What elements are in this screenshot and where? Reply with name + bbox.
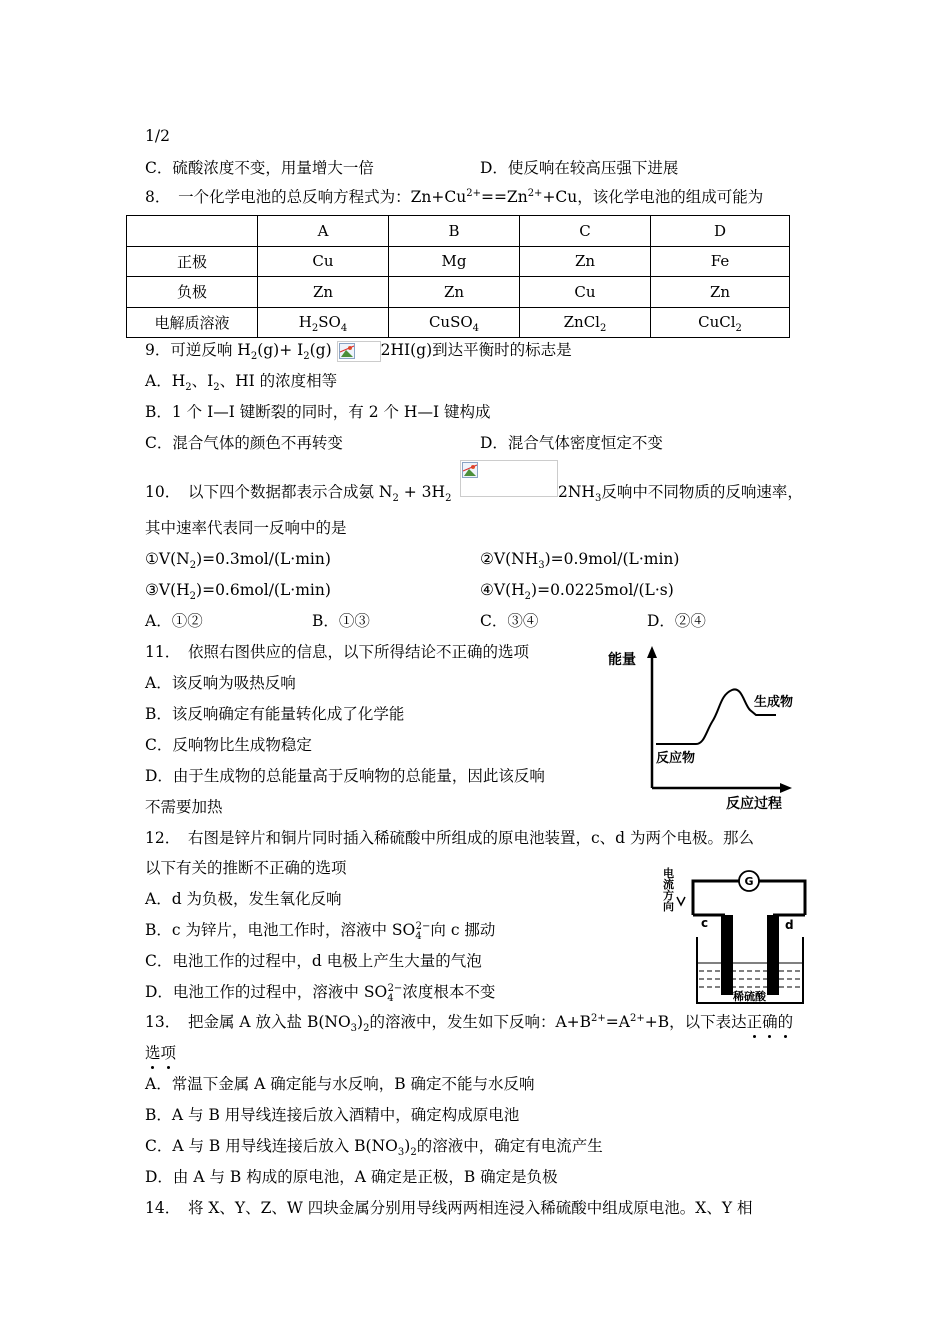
q11-stem: 11． 依照右图供应的信息，以下所得结论不正确的选项 [145,643,529,661]
table-header-cell: C [520,216,651,247]
page-number: 1/2 [145,127,170,145]
table-cell: ZnCl$_2$ [520,307,651,338]
q10-option-c: C．③④ [480,612,539,630]
q11-option-b: B．该反响确定有能量转化成了化学能 [145,705,405,723]
electrode-c-label: c [701,916,709,930]
electrode-d [767,915,779,995]
table-cell: Mg [389,246,520,277]
q13-stem: 13． 把金属 A 放入盐 $B(NO_3)_2$的溶液中，发生如下反响：$A+B^{2+}=A^{2+}+B$，以下表达正确的 [145,1012,793,1032]
table-cell: Fe [651,246,790,277]
table-header-cell: A [258,216,389,247]
table-cell: Zn [520,246,651,277]
table-header-cell: B [389,216,520,247]
y-axis-label: 能量 [608,652,636,668]
table-row [127,307,790,338]
q10-rate-3: $③V(H_2)=0.6mol/(L\cdot\min)$ [145,581,331,603]
galvanometer-label: G [744,875,754,888]
table-cell: CuCl$_2$ [651,307,790,338]
electrode-d-label: d [785,918,794,932]
q8-table [126,215,790,338]
q13-line2 [145,1043,176,1063]
broken-image-icon [460,460,558,497]
q13-option-b: B．A 与 B 用导线连接后放入酒精中，确定构成原电池 [145,1106,520,1124]
broken-image-icon [337,341,381,362]
table-cell: CuSO$_4$ [389,307,520,338]
q10-option-a: A．①② [145,612,203,630]
emphasis-text: 选项 [145,1044,176,1062]
galvanic-cell-diagram [655,865,815,1010]
table-row [127,246,790,277]
q12-option-d: D．电池工作的过程中，溶液中 $SO_4^{2-}$浓度根本不变 [145,982,496,1005]
y-axis-arrow [647,646,657,658]
q12-option-c: C．电池工作的过程中，d 电极上产生大量的气泡 [145,952,482,970]
q11-option-c: C．反响物比生成物稳定 [145,736,312,754]
q10-line2: 其中速率代表同一反响中的是 [145,519,347,537]
solution-label: 稀硫酸 [733,990,766,1003]
q7-option-d: D．使反响在较高压强下进展 [480,159,679,177]
wire-left [693,881,739,915]
table-cell: Cu [520,277,651,308]
reactant-label: 反应物 [656,751,696,766]
q13-option-a: A．常温下金属 A 确定能与水反响，B 确定不能与水反响 [145,1075,535,1093]
q10-option-b: B．①③ [312,612,370,630]
x-axis-label: 反应过程 [726,796,782,812]
q9-option-d: D．混合气体密度恒定不变 [480,434,663,452]
emphasis-text: 正确的 [747,1013,794,1031]
q13-option-d: D．由 A 与 B 构成的原电池，A 确定是正极，B 确定是负极 [145,1168,558,1186]
electrode-c [721,915,733,995]
q12-option-a: A．d 为负极，发生氧化反响 [145,890,342,908]
wire-right [759,881,805,915]
q9-option-b: B．1 个 I—I 键断裂的同时，有 2 个 H—I 键构成 [145,403,491,421]
q12-stem: 12． 右图是锌片和铜片同时插入稀硫酸中所组成的原电池装置，c、d 为两个电极。那么 [145,829,755,847]
table-cell: Cu [258,246,389,277]
table-row [127,277,790,308]
q11-option-d-cont: 不需要加热 [145,798,223,816]
q9-option-c: C．混合气体的颜色不再转变 [145,434,343,452]
table-header-cell: D [651,216,790,247]
q14-stem: 14． 将 X、Y、Z、W 四块金属分别用导线两两相连浸入稀硫酸中组成原电池。X、Y 相 [145,1199,753,1217]
q10-rate-1: $①V(N_2)=0.3mol/(L\cdot\min)$ [145,550,331,572]
q10-option-d: D．②④ [647,612,706,630]
q13-option-c: C．A 与 B 用导线连接后放入 $B(NO_3)_2$的溶液中，确定有电流产生 [145,1137,603,1159]
row-label: 电解质溶液 [127,307,258,338]
q12-line2: 以下有关的推断不正确的选项 [145,859,347,877]
table-header-cell [127,216,258,247]
q7-option-c: C．硫酸浓度不变，用量增大一倍 [145,159,374,177]
q11-option-d: D．由于生成物的总能量高于反响物的总能量，因此该反响 [145,767,545,785]
current-direction-label: 电流方向 [663,867,674,913]
energy-diagram [604,640,814,815]
q10-stem: 10． 以下四个数据都表示合成氨 $N_2 + 3H_2$ [145,483,452,505]
table-header-row [127,216,790,247]
q10-rate-4: $④V(H_2)=0.0225mol/(L\cdot s)$ [480,581,674,603]
table-cell: Zn [651,277,790,308]
row-label: 负极 [127,277,258,308]
q10-stem-tail: $2NH_3$反响中不同物质的反响速率， [558,483,803,505]
q8-stem: 8． 一个化学电池的总反响方程式为：$Zn+Cu^{2+}==Zn^{2+}+Cu$，该化学电池的组成可能为 [145,187,764,206]
q12-option-b: B．c 为锌片，电池工作时，溶液中 $SO_4^{2-}$向 c 挪动 [145,920,496,943]
table-cell: $H_2SO_4$ [258,307,389,338]
q9-stem: 9．可逆反响 $H_2(g)+ I_2(g)$ 2HI(g)到达平衡时的标志是 [145,341,572,363]
product-label: 生成物 [754,695,794,710]
x-axis-arrow [780,783,792,793]
table-cell: Zn [389,277,520,308]
q11-option-a: A．该反响为吸热反响 [145,674,296,692]
table-cell: Zn [258,277,389,308]
q9-option-a: A．$H_2$、$I_2$、HI 的浓度相等 [145,372,338,394]
current-arrow [677,897,685,905]
q10-rate-2: $②V(NH_3)=0.9mol/(L\cdot\min)$ [480,550,680,572]
row-label: 正极 [127,246,258,277]
